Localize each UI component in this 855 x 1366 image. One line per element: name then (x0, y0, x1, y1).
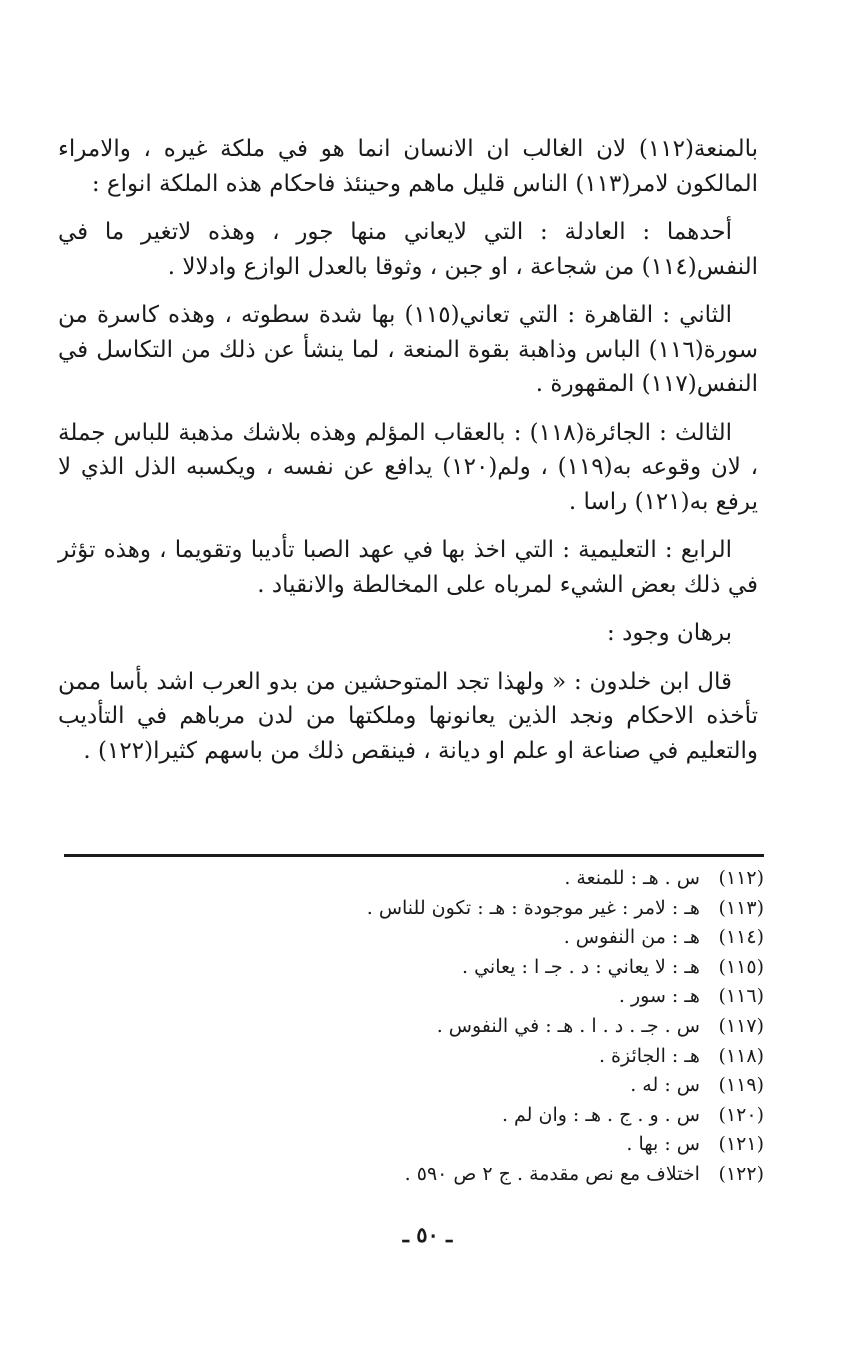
section-heading: برهان وجود : (607, 620, 732, 646)
footnote-item (64, 1101, 764, 1131)
footnote-item (64, 1042, 764, 1072)
paragraph: الثالث : الجائرة(١١٨) : بالعقاب المؤلم وهذه بلاشك مذهبة للباس جملة ، لان وقوعه به(١١٩) ، ولم(١٢٠) يدافع عن نفسه ، ويكسبه الذل الذي لا يرفع به(١٢١) راسا . (58, 419, 759, 515)
footnote-number: (١٢٠) (718, 1103, 764, 1126)
paragraph: الثاني : القاهرة : التي تعاني(١١٥) بها شدة سطوته ، وهذه كاسرة من سورة(١١٦) الباس وذاهبة بقوة المنعة ، لما ينشأ عن ذلك من التكاسل في النفس(١١٧) المقهورة . (58, 302, 758, 397)
footnote-text: هـ : الجائزة . (598, 1044, 700, 1067)
footnote-item (64, 1130, 764, 1160)
footnote-number: (١١٩) (718, 1074, 764, 1097)
footnote-number: (١١٧) (718, 1014, 764, 1037)
footnotes (64, 864, 764, 1190)
footnote-text: هـ : من النفوس . (563, 926, 700, 949)
footnote-text: س . هـ : للمنعة . (564, 867, 700, 889)
footnote-text: س : له . (630, 1074, 700, 1097)
footnote-text: س : بها . (626, 1133, 700, 1156)
paragraph: بالمنعة(١١٢) لان الغالب ان الانسان انما هو في ملكة غيره ، والامراء المالكون لامر(١١٣) الناس قليل ماهم وحينئذ فاحكام هذه الملكة انواع : (58, 136, 758, 197)
footnote-text: س . و . ج . هـ : وان لم . (501, 1103, 700, 1126)
footnote-number: (١١٣) (718, 896, 764, 919)
footnote-item (64, 894, 764, 924)
footnote-item (64, 864, 764, 894)
footnote-number: (١١٨) (718, 1044, 764, 1067)
footnote-item (64, 1012, 764, 1042)
footnote-text: اختلاف مع نص مقدمة . ج ٢ ص ٥٩٠ . (404, 1162, 700, 1185)
footnote-text: هـ : لامر : غير موجودة : هـ : تكون للناس . (366, 896, 700, 919)
footnote-number: (١١٦) (718, 985, 764, 1008)
footnote-item (64, 982, 764, 1012)
footnote-item (64, 1071, 764, 1101)
footnote-number: (١١٥) (718, 955, 764, 978)
footnote-item (64, 923, 764, 953)
footnote-item (64, 953, 764, 983)
footnote-divider (64, 854, 764, 857)
footnote-text: هـ : سور . (618, 985, 700, 1008)
footnote-number: (١١٢) (718, 867, 764, 889)
paragraph: أحدهما : العادلة : التي لايعاني منها جور ، وهذه لاتغير ما في النفس(١١٤) من شجاعة ، او جبن ، وثوقا بالعدل الوازع وادلالا . (58, 219, 758, 280)
footnote-item (64, 1160, 764, 1190)
footnote-text: هـ : لا يعاني : د . جـ ا : يعاني . (462, 955, 700, 978)
footnote-text: س . جـ . د . ا . هـ : في النفوس . (436, 1014, 700, 1037)
paragraph: الرابع : التعليمية : التي اخذ بها في عهد الصبا تأديبا وتقويما ، وهذه تؤثر في ذلك بعض الشيء لمرباه على المخالطة والانقياد . (58, 537, 758, 598)
footnote-number: (١٢١) (718, 1133, 764, 1156)
footnote-number: (١١٤) (718, 926, 764, 949)
paragraph: قال ابن خلدون : « ولهذا تجد المتوحشين من بدو العرب اشد بأسا ممن تأخذه الاحكام ونجد الذين يعانونها وملكتها من لدن مرباهم في التأديب والتعليم في صناعة او علم او ديانة ، فينقص ذلك من باسهم كثيرا(١٢٢) . (58, 668, 758, 764)
body-text (58, 132, 758, 782)
page-number: ـ ٥٠ ـ (402, 1222, 453, 1247)
footnote-number: (١٢٢) (718, 1162, 764, 1185)
